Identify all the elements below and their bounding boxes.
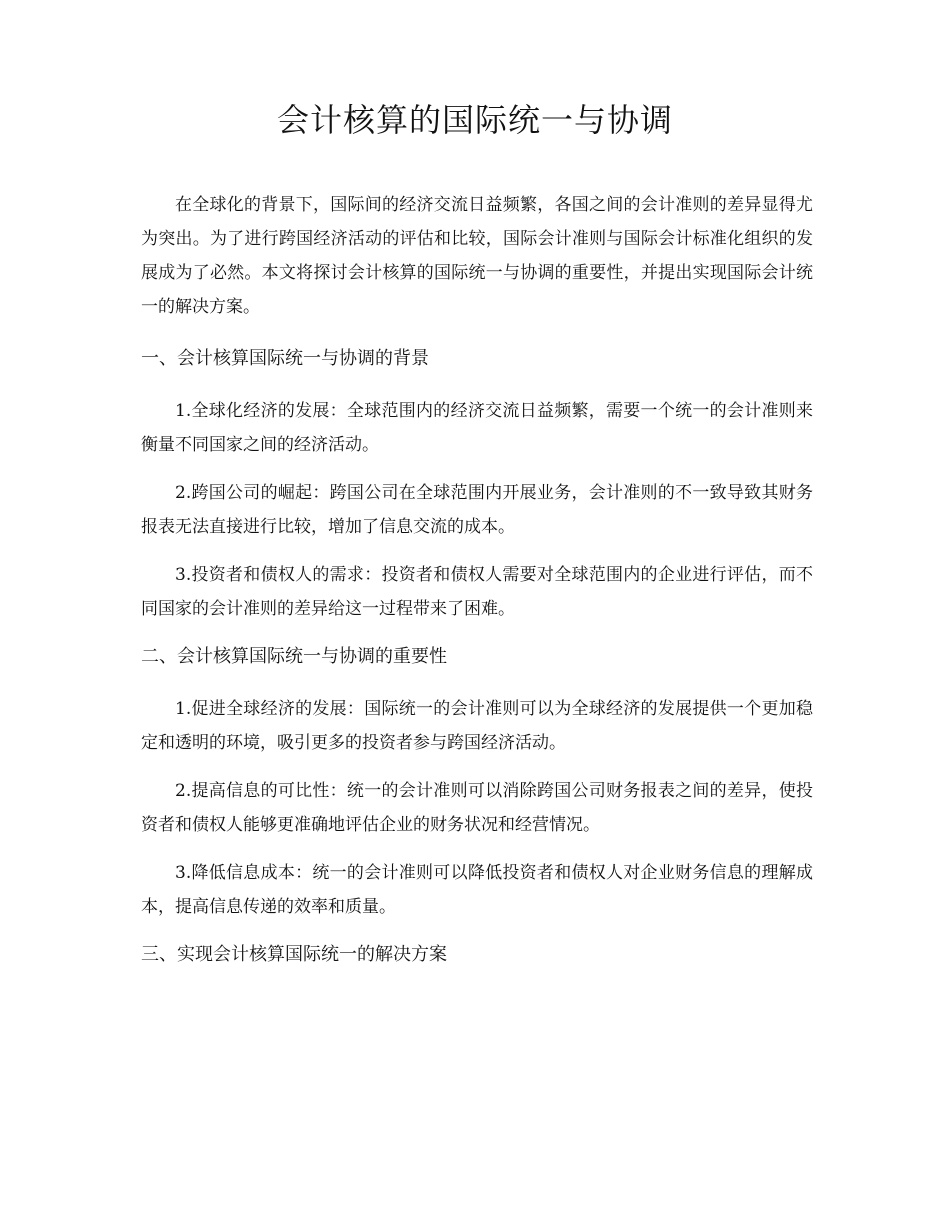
importance-item-2: 2.提高信息的可比性：统一的会计准则可以消除跨国公司财务报表之间的差异，使投资者和债权人能够更准确地评估企业的财务状况和经营情况。 bbox=[141, 781, 813, 835]
background-item-1: 1.全球化经济的发展：全球范围内的经济交流日益频繁，需要一个统一的会计准则来衡量不同国家之间的经济活动。 bbox=[141, 401, 813, 455]
page-title: 会计核算的国际统一与协调 bbox=[276, 101, 673, 139]
section-heading-solutions: 三、实现会计核算国际统一的解决方案 bbox=[141, 944, 447, 965]
document-body bbox=[141, 188, 813, 990]
section-heading-background: 一、会计核算国际统一与协调的背景 bbox=[141, 348, 429, 369]
section-heading-importance: 二、会计核算国际统一与协调的重要性 bbox=[141, 646, 447, 667]
background-item-3: 3.投资者和债权人的需求：投资者和债权人需要对全球范围内的企业进行评估，而不同国家的会计准则的差异给这一过程带来了困难。 bbox=[141, 565, 813, 619]
intro-paragraph: 在全球化的背景下，国际间的经济交流日益频繁，各国之间的会计准则的差异显得尤为突出。为了进行跨国经济活动的评估和比较，国际会计准则与国际会计标准化组织的发展成为了必然。本文将探讨会计核算的国际统一与协调的重要性，并提出实现国际会计统一的解决方案。 bbox=[141, 195, 813, 317]
importance-item-1: 1.促进全球经济的发展：国际统一的会计准则可以为全球经济的发展提供一个更加稳定和透明的环境，吸引更多的投资者参与跨国经济活动。 bbox=[141, 699, 813, 753]
importance-item-3: 3.降低信息成本：统一的会计准则可以降低投资者和债权人对企业财务信息的理解成本，提高信息传递的效率和质量。 bbox=[141, 863, 813, 917]
background-item-2: 2.跨国公司的崛起：跨国公司在全球范围内开展业务，会计准则的不一致导致其财务报表无法直接进行比较，增加了信息交流的成本。 bbox=[141, 483, 813, 537]
